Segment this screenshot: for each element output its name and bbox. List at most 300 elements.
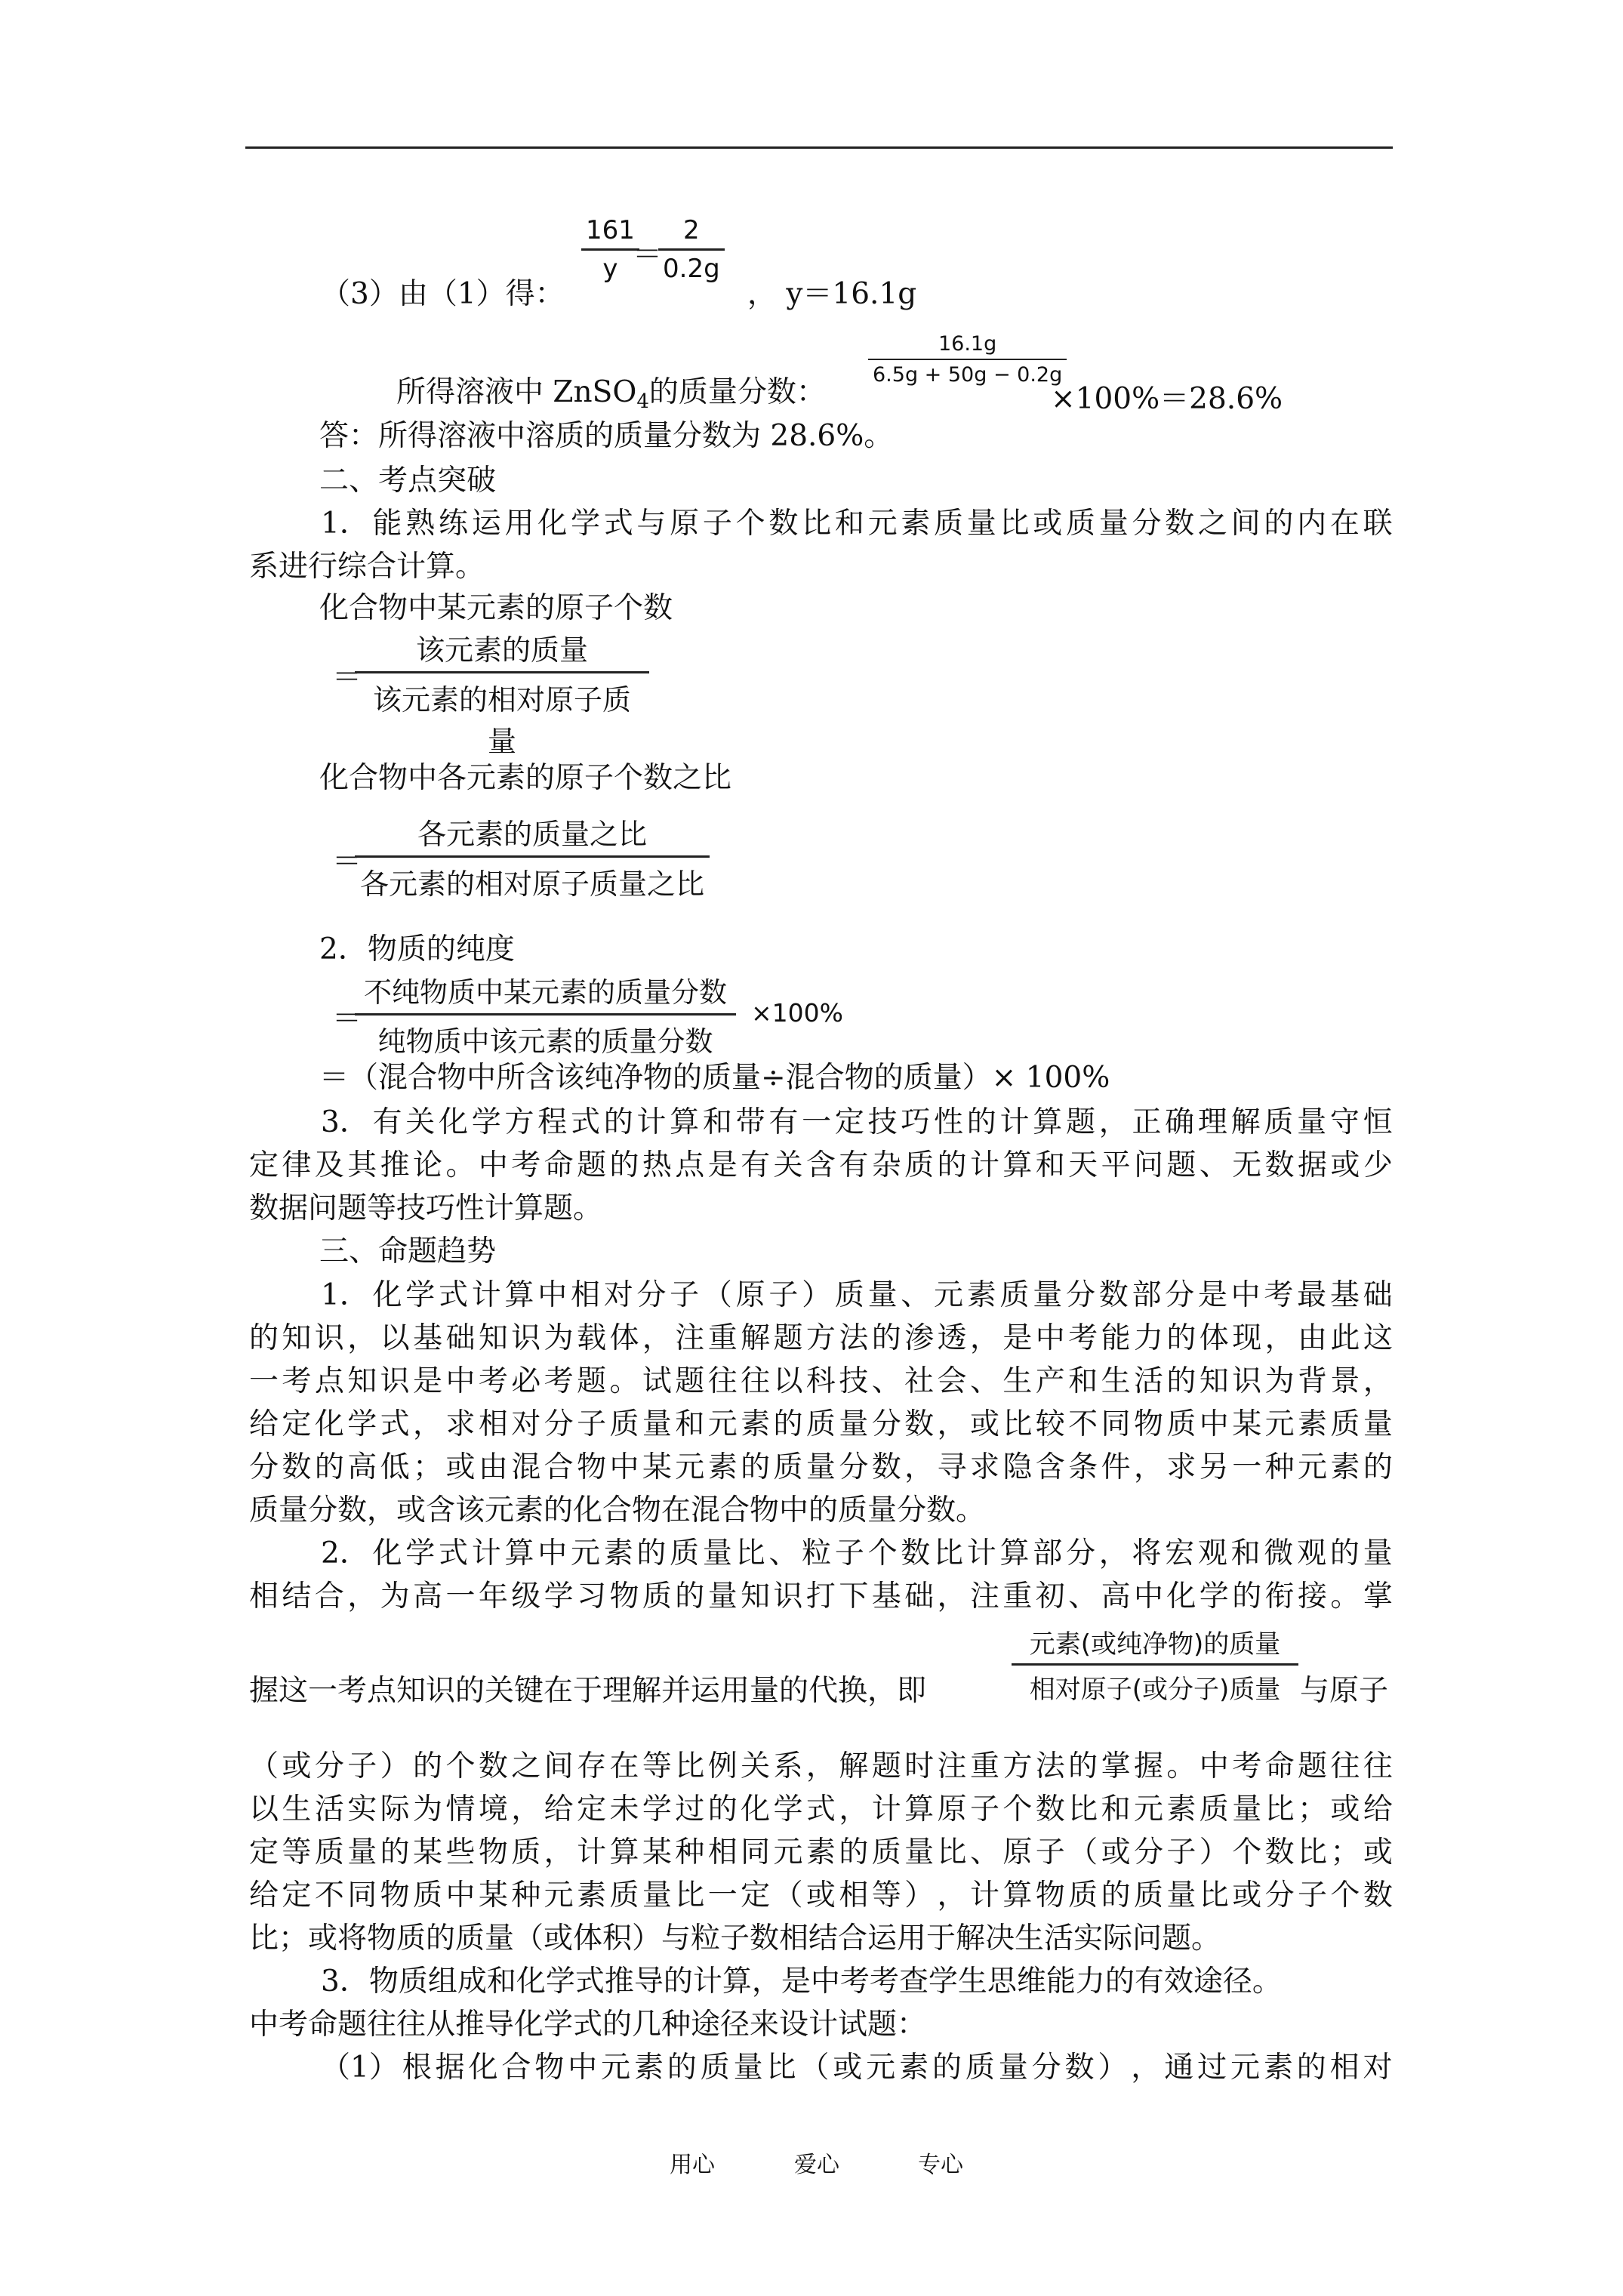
- fraction-denominator: 各元素的相对原子质量之比: [359, 868, 704, 901]
- text-token: 在: [1329, 507, 1360, 541]
- text-token: 物: [478, 1835, 508, 1869]
- text-token: 比: [1002, 1407, 1033, 1441]
- text-token: 等: [642, 1749, 672, 1783]
- text-token: 基: [871, 1579, 901, 1613]
- text-token: 中: [1230, 1278, 1261, 1312]
- text-token: 高: [413, 1579, 443, 1613]
- text-token: 理: [1197, 1105, 1227, 1139]
- text-token: 练: [439, 507, 469, 541]
- text-token: 比: [1068, 1792, 1098, 1826]
- text-token: 子: [702, 507, 732, 541]
- text-token: 点: [675, 1148, 705, 1182]
- text-token: 现: [1232, 1321, 1262, 1355]
- text-token: 观: [1297, 1536, 1327, 1570]
- text-token: 的: [773, 1407, 803, 1441]
- text-token: 识: [511, 1321, 541, 1355]
- text-token: 素: [1330, 1450, 1360, 1484]
- text-token: 中: [1133, 1579, 1163, 1613]
- text-token: 式: [805, 1792, 836, 1826]
- text-token: 元: [1230, 2051, 1260, 2085]
- text-token: 据: [1298, 1148, 1328, 1182]
- text-token: 素: [1263, 2051, 1293, 2085]
- text-token: 一: [802, 1105, 832, 1139]
- text-token: ）: [904, 1878, 935, 1912]
- trend-2-line-1: [321, 1534, 1393, 1573]
- text-token: 正: [1132, 1105, 1162, 1139]
- text-token: 元: [570, 1536, 600, 1570]
- text-token: 质: [1166, 1407, 1196, 1441]
- text-token: 同: [1101, 1407, 1131, 1441]
- text-token: 和: [1230, 1536, 1261, 1570]
- text-token: 微: [1264, 1536, 1294, 1570]
- answer-line: 答：所得溶液中溶质的质量分数为 28.6%。: [319, 419, 894, 453]
- text-token: 识: [380, 1364, 410, 1398]
- trend-2-line-7: [249, 1876, 1393, 1915]
- text-token: 识: [773, 1579, 803, 1613]
- text-token: 关: [741, 1749, 771, 1783]
- text-token: 学: [642, 1792, 672, 1826]
- text-token: 有: [372, 1105, 402, 1139]
- fraction-numerator: 元素(或纯净物)的质量: [1012, 1623, 1298, 1666]
- text-token: 杂: [871, 1148, 901, 1182]
- text-token: 量: [1033, 1278, 1063, 1312]
- equals-sign: ＝: [633, 238, 663, 272]
- text-token: 相: [570, 1278, 600, 1312]
- text-token: 生: [1002, 1364, 1033, 1398]
- text-token: 的: [966, 1105, 996, 1139]
- text-token: ，: [1133, 1450, 1163, 1484]
- text-token: 解: [741, 1321, 771, 1355]
- text-token: 的: [380, 1835, 410, 1869]
- solution-label: [396, 373, 826, 421]
- text-token: ）: [380, 1749, 410, 1783]
- text-token: 知: [741, 1579, 771, 1613]
- text-token: 物: [577, 1450, 607, 1484]
- text-token: 计: [871, 1792, 901, 1826]
- text-token: 数: [871, 1450, 901, 1484]
- text-token: 量: [642, 1407, 672, 1441]
- text-token: 算: [670, 1105, 700, 1139]
- text-token: 化: [1166, 1579, 1196, 1613]
- text-token: 数: [1064, 2051, 1095, 2085]
- text-token: ）: [1199, 1835, 1229, 1869]
- text-token: 的: [1296, 2051, 1326, 2085]
- point-1-line-1: [321, 504, 1393, 544]
- text-token: 较: [1035, 1407, 1065, 1441]
- text-token: 体: [1199, 1321, 1229, 1355]
- text-token: 计: [636, 1105, 667, 1139]
- text-token: 有: [741, 1148, 771, 1182]
- text-token: 素: [577, 1878, 607, 1912]
- text-token: ，: [642, 1321, 672, 1355]
- text-token: 、: [768, 1536, 799, 1570]
- text-token: 。: [1330, 1579, 1360, 1613]
- text-token: 和: [702, 1105, 732, 1139]
- text-token: 、: [969, 1364, 999, 1398]
- text-token: 往: [741, 1364, 771, 1398]
- text-token: 1．: [321, 1278, 369, 1312]
- text-token: 质: [871, 1835, 901, 1869]
- text-token: 质: [1068, 1878, 1098, 1912]
- text-token: 子: [1035, 1835, 1065, 1869]
- solution-fraction: [868, 332, 1067, 387]
- text-token: 的: [1068, 1749, 1098, 1783]
- text-token: 计: [969, 1878, 999, 1912]
- text-token: 的: [1329, 1536, 1360, 1570]
- text-token: 式: [570, 1105, 600, 1139]
- text-token: 据: [435, 2051, 465, 2085]
- text-token: 计: [999, 1105, 1030, 1139]
- text-token: 元: [707, 1407, 738, 1441]
- text-token: 低: [380, 1450, 410, 1484]
- trend-2-line-8: 比；或将物质的质量（或体积）与粒子数相结合运用于解决生活实际问题。: [249, 1922, 1221, 1955]
- fraction-denominator: 相对原子(或分子)质量: [1029, 1675, 1281, 1705]
- text-token: 质: [511, 1835, 541, 1869]
- text-token: 相: [478, 1407, 508, 1441]
- text-token: 或: [1330, 1792, 1360, 1826]
- text-token: 题: [1065, 1105, 1095, 1139]
- text-token: 条: [1068, 1450, 1098, 1484]
- text-token: 中: [445, 1364, 476, 1398]
- text-token: 算: [904, 1792, 935, 1826]
- text-token: 相: [249, 1579, 279, 1613]
- text-token: 其: [347, 1148, 377, 1182]
- text-token: 或: [1330, 1148, 1360, 1182]
- header-rule: [245, 146, 1393, 149]
- text-token: 素: [603, 1536, 633, 1570]
- text-token: 过: [1197, 2051, 1227, 2085]
- text-token: 比: [675, 1749, 705, 1783]
- text-token: 往: [1363, 1749, 1393, 1783]
- text-token: 巧: [901, 1105, 931, 1139]
- text-token: 运: [471, 507, 501, 541]
- text-token: 题: [871, 1749, 901, 1783]
- text-token: 些: [445, 1835, 476, 1869]
- text-token: 的: [1166, 1364, 1196, 1398]
- footer-item-3: 专心: [918, 2152, 963, 2178]
- text-token: 中: [1199, 1407, 1229, 1441]
- text-token: 个: [735, 507, 765, 541]
- text-token: 比: [1199, 1878, 1229, 1912]
- text-token: 量: [1098, 507, 1129, 541]
- text-token: 景: [1330, 1364, 1360, 1398]
- text-token: 个: [1330, 1878, 1360, 1912]
- point-3-line-1: [321, 1103, 1393, 1142]
- text-token: 量: [642, 1878, 672, 1912]
- text-token: 子: [347, 1749, 377, 1783]
- text-token: 粒: [802, 1536, 832, 1570]
- text-token: 考: [511, 1148, 541, 1182]
- text-token: 物: [1133, 1407, 1163, 1441]
- text-token: 是: [413, 1364, 443, 1398]
- fraction-denominator: 该元素的相对原子质量: [372, 683, 631, 758]
- trend-2-line-4: [249, 1747, 1393, 1786]
- text-token: 某: [478, 1878, 508, 1912]
- text-token: 会: [937, 1364, 967, 1398]
- text-token: 比: [735, 1536, 765, 1570]
- text-token: 或: [969, 1407, 999, 1441]
- text-token: 混: [511, 1450, 541, 1484]
- text-token: ，: [1098, 1105, 1129, 1139]
- text-token: 重: [1002, 1579, 1033, 1613]
- text-token: 数: [768, 507, 799, 541]
- text-token: 比: [999, 507, 1030, 541]
- text-token: 素: [633, 2051, 664, 2085]
- text-token: （: [799, 2051, 830, 2085]
- fraction-numerator: 161: [581, 215, 639, 251]
- text-token: 算: [999, 1536, 1030, 1570]
- text-token: 算: [1033, 1105, 1063, 1139]
- text-token: 将: [1132, 1536, 1162, 1570]
- text-token: 数: [1363, 1878, 1393, 1912]
- text-token: 分: [1165, 1278, 1195, 1312]
- text-token: 中: [1035, 1321, 1065, 1355]
- text-token: 通: [1164, 2051, 1194, 2085]
- text-token: ，: [937, 1878, 967, 1912]
- text-token: 学: [347, 1407, 377, 1441]
- text-token: 子: [1166, 1835, 1196, 1869]
- text-token: 比: [675, 1878, 705, 1912]
- text-token: 个: [445, 1749, 476, 1783]
- text-token: 天: [1068, 1148, 1098, 1182]
- text-token: 有: [839, 1148, 869, 1182]
- trend-1-line-6: 质量分数，或含该元素的化合物在混合物中的质量分数。: [249, 1493, 986, 1527]
- text-token: 原: [735, 1278, 765, 1312]
- text-token: 方: [1002, 1749, 1033, 1783]
- formula-3-equals: ＝: [332, 1002, 362, 1036]
- text-token: 平: [1101, 1148, 1131, 1182]
- text-token: 某: [642, 1835, 672, 1869]
- text-token: 的: [1166, 1321, 1196, 1355]
- text-token: 量: [1166, 1878, 1196, 1912]
- text-token: 和: [1101, 1792, 1131, 1826]
- text-token: 不: [1068, 1407, 1098, 1441]
- text-token: 化: [468, 2051, 498, 2085]
- text-token: 程: [537, 1105, 568, 1139]
- text-token: 分: [544, 1407, 574, 1441]
- fraction-denominator: 6.5g + 50g − 0.2g: [873, 363, 1063, 387]
- text-token: 元: [544, 1878, 574, 1912]
- text-token: 学: [471, 1105, 501, 1139]
- text-token: 质: [805, 1407, 836, 1441]
- text-token: 素: [741, 1407, 771, 1441]
- text-token: 元: [773, 1835, 803, 1869]
- trend-3-line-1: 3．物质组成和化学式推导的计算，是中考考查学生思维能力的有效途径。: [321, 1965, 1282, 1999]
- step3-label: （3）由（1）得：: [321, 277, 565, 311]
- text-token: 力: [1133, 1321, 1163, 1355]
- trend-2-line-2: [249, 1577, 1393, 1616]
- text-token: 少: [1363, 1148, 1393, 1182]
- text-token: 此: [1330, 1321, 1360, 1355]
- text-token: 量: [347, 1835, 377, 1869]
- text-token: 质: [314, 1835, 344, 1869]
- text-token: 件: [1101, 1450, 1131, 1484]
- text-token: 数: [904, 1407, 935, 1441]
- text-token: 数: [478, 1749, 508, 1783]
- text-token: 学: [544, 1579, 574, 1613]
- step3-result: ， y＝16.1g: [747, 277, 917, 311]
- text-token: 分: [1132, 507, 1162, 541]
- text-token: 质: [1065, 507, 1095, 541]
- text-token: 物: [609, 1579, 639, 1613]
- text-token: 重: [707, 1321, 738, 1355]
- text-token: 考: [1264, 1278, 1294, 1312]
- text-token: 题: [675, 1364, 705, 1398]
- text-token: 、: [871, 1364, 901, 1398]
- text-token: 考: [282, 1364, 312, 1398]
- text-token: 定: [834, 1105, 864, 1139]
- text-token: 量: [867, 1278, 898, 1312]
- text-token: 技: [839, 1364, 869, 1398]
- text-token: 和: [675, 1407, 705, 1441]
- text-token: 给: [249, 1407, 279, 1441]
- text-token: 考: [1232, 1749, 1262, 1783]
- text-token: 质: [700, 2051, 730, 2085]
- text-token: 对: [603, 1278, 633, 1312]
- text-token: 素: [1298, 1407, 1328, 1441]
- fraction-numerator: 2: [658, 215, 725, 251]
- text-token: 知: [282, 1321, 312, 1355]
- text-token: 中: [478, 1148, 508, 1182]
- text-token: 学: [405, 1278, 436, 1312]
- text-token: 习: [577, 1579, 607, 1613]
- text-token: 比: [1298, 1835, 1328, 1869]
- fraction-denominator: 纯物质中该元素的质量分数: [377, 1025, 713, 1058]
- text-token: 的: [839, 1835, 869, 1869]
- fraction-denominator: y: [602, 254, 618, 284]
- text-token: ，: [544, 1835, 574, 1869]
- text-token: 隐: [1002, 1450, 1033, 1484]
- text-token: 的: [937, 1148, 967, 1182]
- text-token: 某: [642, 1450, 672, 1484]
- text-token: 原: [937, 1792, 967, 1826]
- text-token: 一: [707, 1878, 738, 1912]
- step3-fraction-2: [658, 215, 725, 284]
- text-token: 同: [347, 1878, 377, 1912]
- text-token: 分: [636, 1278, 667, 1312]
- text-token: 定: [249, 1835, 279, 1869]
- text-token: 情: [445, 1792, 476, 1826]
- text-token: 量: [805, 1450, 836, 1484]
- text-token: 元: [867, 507, 898, 541]
- text-token: 热: [642, 1148, 672, 1182]
- text-token: 方: [504, 1105, 534, 1139]
- text-token: 或: [1232, 1878, 1262, 1912]
- text-token: （1）: [321, 2051, 399, 2085]
- text-token: 数: [1098, 1278, 1129, 1312]
- text-token: 子: [768, 1278, 799, 1312]
- text-token: 数: [901, 1536, 931, 1570]
- text-token: 或: [1033, 507, 1063, 541]
- text-token: 实: [347, 1792, 377, 1826]
- text-token: 的: [871, 1321, 901, 1355]
- text-token: 质: [1133, 1878, 1163, 1912]
- text-token: 或: [833, 2051, 863, 2085]
- trend-1-line-1: [321, 1276, 1393, 1315]
- text-token: 系: [773, 1749, 803, 1783]
- text-token: 质: [609, 1407, 639, 1441]
- text-token: 掌: [1363, 1579, 1393, 1613]
- text-token: 计: [471, 1536, 501, 1570]
- text-token: 的: [667, 2051, 697, 2085]
- text-token: 年: [478, 1579, 508, 1613]
- text-token: 量: [1297, 1105, 1327, 1139]
- solution-label-sub: 4: [636, 390, 649, 413]
- text-token: 科: [805, 1364, 836, 1398]
- text-token: 或: [805, 1878, 836, 1912]
- text-token: 定: [282, 1878, 312, 1912]
- text-token: 的: [413, 1749, 443, 1783]
- text-token: 某: [413, 1835, 443, 1869]
- text-token: 。: [445, 1148, 476, 1182]
- text-token: 解: [839, 1749, 869, 1783]
- text-token: 的: [1101, 1878, 1131, 1912]
- text-token: 之: [511, 1749, 541, 1783]
- text-token: 原: [670, 507, 700, 541]
- text-token: 质: [642, 1579, 672, 1613]
- text-token: 基: [1329, 1278, 1360, 1312]
- text-token: 点: [314, 1364, 344, 1398]
- text-token: 的: [1264, 507, 1294, 541]
- text-token: 种: [1264, 1450, 1295, 1484]
- footer-item-1: 用心: [670, 2152, 715, 2178]
- text-token: 为: [380, 1579, 410, 1613]
- text-token: 或: [1363, 1835, 1393, 1869]
- text-token: 、: [969, 1835, 999, 1869]
- text-token: 时: [904, 1749, 935, 1783]
- solution-label-pre: 所得溶液中 ZnSO: [396, 375, 637, 409]
- section-2-title: 二、考点突破: [319, 464, 497, 498]
- text-token: 量: [1363, 1407, 1393, 1441]
- text-token: 元: [601, 2051, 631, 2085]
- text-token: ）: [802, 1278, 832, 1312]
- text-token: 基: [413, 1321, 443, 1355]
- text-token: 算: [504, 1278, 534, 1312]
- text-token: 社: [904, 1364, 935, 1398]
- text-token: 比: [802, 507, 832, 541]
- fraction-numerator: 不纯物质中某元素的质量分数: [355, 969, 736, 1015]
- text-token: 式: [603, 507, 633, 541]
- text-token: 是: [1002, 1321, 1033, 1355]
- atom-ratio-label: 化合物中各元素的原子个数之比: [319, 761, 732, 795]
- text-token: 同: [741, 1835, 771, 1869]
- trend-1-line-4: [249, 1405, 1393, 1444]
- trend-3-sub-1: [321, 2048, 1393, 2088]
- text-token: 衔: [1264, 1579, 1295, 1613]
- text-token: 的: [1232, 1579, 1262, 1613]
- text-token: 质: [670, 1536, 700, 1570]
- text-token: 联: [1363, 507, 1393, 541]
- section-3-title: 三、命题趋势: [319, 1234, 497, 1268]
- text-token: 物: [380, 1878, 410, 1912]
- text-token: 质: [773, 1450, 803, 1484]
- text-token: 往: [707, 1364, 738, 1398]
- text-token: 和: [1068, 1364, 1098, 1398]
- text-token: ，: [937, 1579, 967, 1613]
- text-token: 分: [1031, 2051, 1061, 2085]
- text-token: ；: [1298, 1792, 1328, 1826]
- text-token: 质: [1330, 1407, 1360, 1441]
- text-token: 定: [249, 1148, 279, 1182]
- text-token: 子: [577, 1407, 607, 1441]
- text-token: 素: [901, 507, 931, 541]
- text-token: 的: [675, 1579, 705, 1613]
- text-token: 含: [805, 1148, 836, 1182]
- text-token: 学: [405, 1536, 436, 1570]
- text-token: 中: [1199, 1749, 1229, 1783]
- text-token: 给: [1363, 1792, 1393, 1826]
- text-token: 1．: [321, 507, 369, 541]
